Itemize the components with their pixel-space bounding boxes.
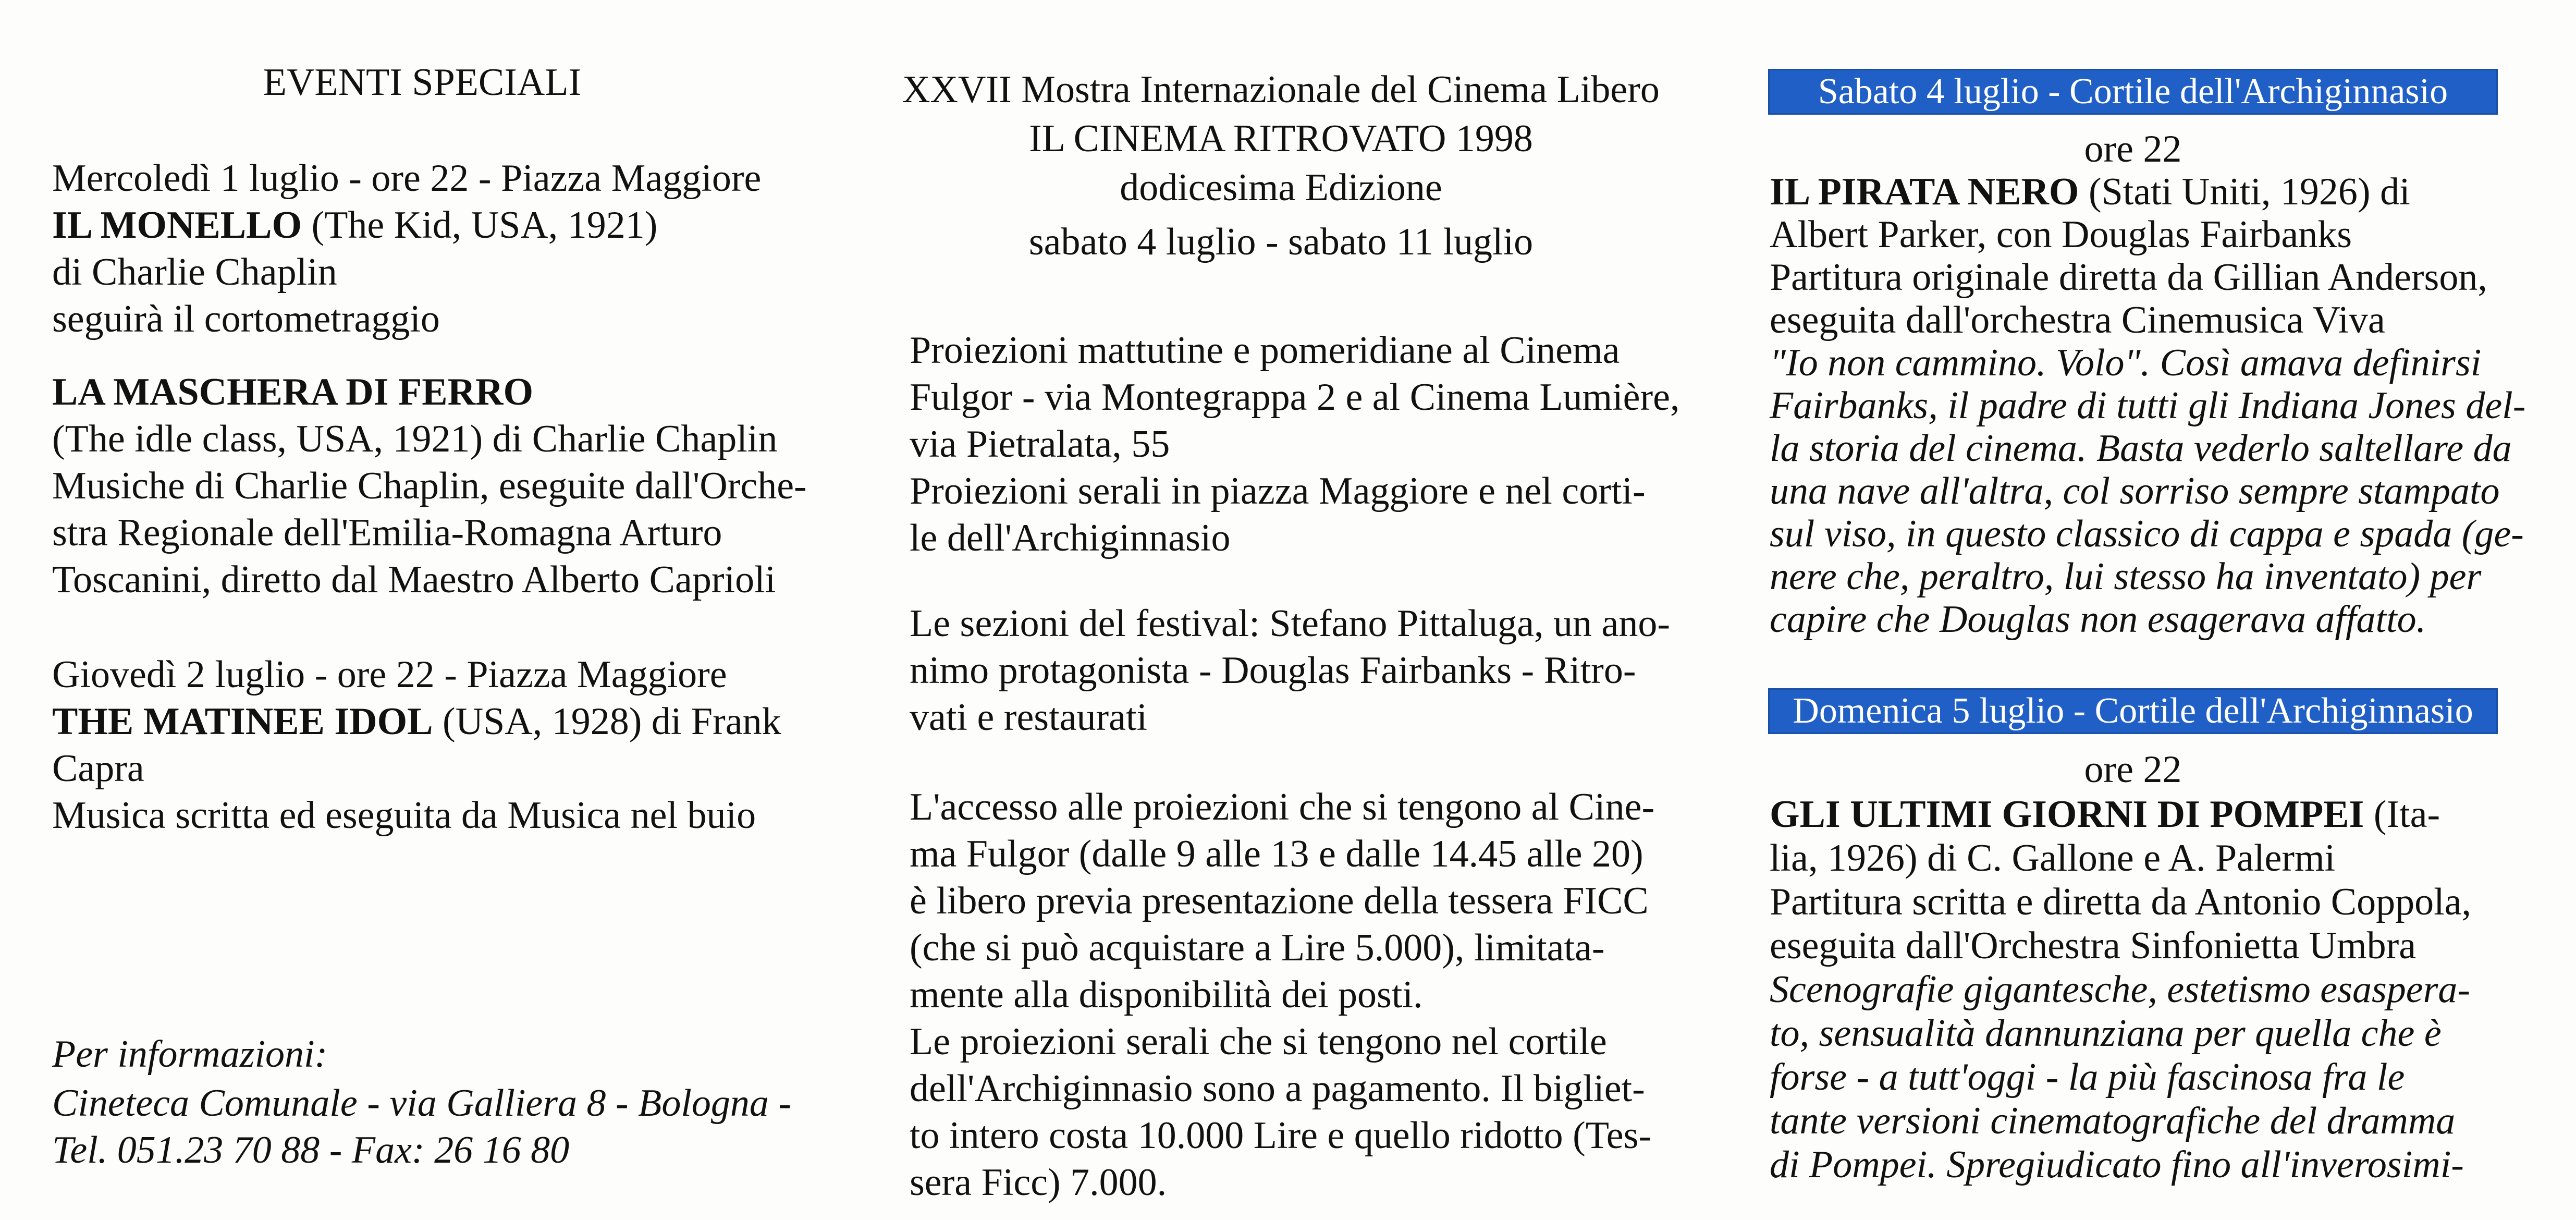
day1-description: "Io non cammino. Volo". Così amava definirsi: [1770, 341, 2482, 384]
middle-column: [855, 0, 1715, 1220]
info-address: Cineteca Comunale - via Galliera 8 - Bologna -: [52, 1082, 792, 1125]
day1-line: eseguita dall'orchestra Cinemusica Viva: [1770, 299, 2385, 341]
screening-info-line: Fulgor - via Montegrappa 2 e al Cinema Lumière,: [910, 376, 1680, 419]
festival-header-line: XXVII Mostra Internazionale del Cinema Libero: [902, 68, 1660, 111]
access-line: to intero costa 10.000 Lire e quello ridotto (Tes-: [910, 1114, 1652, 1157]
day1-title-rest: (Stati Uniti, 1926) di: [2079, 170, 2410, 213]
event1-title-rest: (The Kid, USA, 1921): [302, 204, 658, 247]
sections-line: Le sezioni del festival: Stefano Pittaluga, un ano-: [910, 602, 1671, 645]
event2-title: LA MASCHERA DI FERRO: [52, 371, 534, 413]
day1-title: IL PIRATA NERO: [1770, 170, 2079, 213]
day1-header-bar: Sabato 4 luglio - Cortile dell'Archiginnasio: [1768, 69, 2498, 115]
day2-description: to, sensualità dannunziana per quella che è: [1770, 1012, 2442, 1055]
event1-title-line: [52, 201, 657, 249]
day2-description: di Pompei. Spregiudicato fino all'inverosimi-: [1770, 1143, 2464, 1186]
day2-line: Partitura scritta e diretta da Antonio Coppola,: [1770, 881, 2472, 923]
access-line: (che si può acquistare a Lire 5.000), limitata-: [910, 926, 1605, 969]
section-heading: EVENTI SPECIALI: [263, 61, 582, 104]
right-column: [1715, 0, 2576, 1220]
day1-line: Albert Parker, con Douglas Fairbanks: [1770, 213, 2352, 256]
sections-line: vati e restaurati: [910, 696, 1148, 739]
event3-title: THE MATINEE IDOL: [52, 700, 433, 743]
screening-info-line: le dell'Archiginnasio: [910, 517, 1231, 559]
event3-date: Giovedì 2 luglio - ore 22 - Piazza Maggiore: [52, 653, 727, 696]
event2-line: Toscanini, diretto dal Maestro Alberto Caprioli: [52, 558, 776, 601]
info-label: Per informazioni:: [52, 1033, 328, 1076]
event3-title-line: [52, 698, 781, 746]
day1-description: una nave all'altra, col sorriso sempre stampato: [1770, 470, 2500, 513]
event2-line: Musiche di Charlie Chaplin, eseguite dall'Orche-: [52, 465, 807, 507]
day2-title-rest: (Ita-: [2364, 793, 2440, 836]
event2-line: stra Regionale dell'Emilia-Romagna Arturo: [52, 511, 722, 554]
access-line: è libero previa presentazione della tessera FICC: [910, 880, 1649, 922]
left-column: [0, 0, 855, 1220]
day1-description: sul viso, in questo classico di cappa e spada (ge-: [1770, 513, 2524, 555]
sections-line: nimo protagonista - Douglas Fairbanks - Ritro-: [910, 649, 1636, 692]
festival-header-line: IL CINEMA RITROVATO 1998: [1029, 117, 1533, 160]
day2-header-bar: Domenica 5 luglio - Cortile dell'Archiginnasio: [1768, 688, 2498, 734]
screening-info-line: Proiezioni mattutine e pomeridiane al Cinema: [910, 329, 1620, 372]
access-line: mente alla disponibilità dei posti.: [910, 973, 1423, 1016]
day2-description: tante versioni cinematografiche del dramma: [1770, 1100, 2456, 1142]
day1-description: capire che Douglas non esagerava affatto.: [1770, 598, 2426, 641]
screening-info-line: via Pietralata, 55: [910, 423, 1170, 466]
day2-time: ore 22: [2084, 748, 2182, 791]
event1-note: seguirà il cortometraggio: [52, 298, 440, 340]
screening-info-line: Proiezioni serali in piazza Maggiore e nel corti-: [910, 470, 1646, 513]
event1-title: IL MONELLO: [52, 204, 302, 247]
day1-description: la storia del cinema. Basta vederlo saltellare da: [1770, 427, 2512, 470]
day1-time: ore 22: [2084, 128, 2182, 170]
info-phone: Tel. 051.23 70 88 - Fax: 26 16 80: [52, 1129, 570, 1172]
day2-title-line: [1770, 790, 2440, 838]
day2-description: Scenografie gigantesche, estetismo esaspera-: [1770, 968, 2471, 1011]
access-line: L'accesso alle proiezioni che si tengono al Cine-: [910, 786, 1655, 828]
event3-line: Musica scritta ed eseguita da Musica nel buio: [52, 794, 756, 837]
day2-line: eseguita dall'Orchestra Sinfonietta Umbra: [1770, 924, 2416, 967]
day1-description: Fairbanks, il padre di tutti gli Indiana Jones del-: [1770, 384, 2526, 427]
day2-title: GLI ULTIMI GIORNI DI POMPEI: [1770, 793, 2364, 836]
event3-title-rest: (USA, 1928) di Frank: [433, 700, 781, 743]
day1-line: Partitura originale diretta da Gillian Anderson,: [1770, 256, 2487, 299]
access-line: sera Ficc) 7.000.: [910, 1161, 1167, 1204]
event3-line: Capra: [52, 747, 144, 790]
event1-date: Mercoledì 1 luglio - ore 22 - Piazza Maggiore: [52, 157, 762, 200]
day2-description: forse - a tutt'oggi - la più fascinosa fra le: [1770, 1056, 2405, 1099]
access-line: dell'Archiginnasio sono a pagamento. Il bigliet-: [910, 1067, 1645, 1110]
day2-line: lia, 1926) di C. Gallone e A. Palermi: [1770, 837, 2336, 880]
access-line: Le proiezioni serali che si tengono nel cortile: [910, 1020, 1607, 1063]
access-line: ma Fulgor (dalle 9 alle 13 e dalle 14.45 alle 20): [910, 833, 1643, 875]
day1-description: nere che, peraltro, lui stesso ha inventato) per: [1770, 555, 2482, 598]
festival-header-line: dodicesima Edizione: [1120, 166, 1442, 209]
event2-line: (The idle class, USA, 1921) di Charlie Chaplin: [52, 418, 778, 460]
festival-header-line: sabato 4 luglio - sabato 11 luglio: [1028, 221, 1534, 263]
day1-title-line: [1770, 168, 2410, 216]
event1-director: di Charlie Chaplin: [52, 251, 337, 294]
